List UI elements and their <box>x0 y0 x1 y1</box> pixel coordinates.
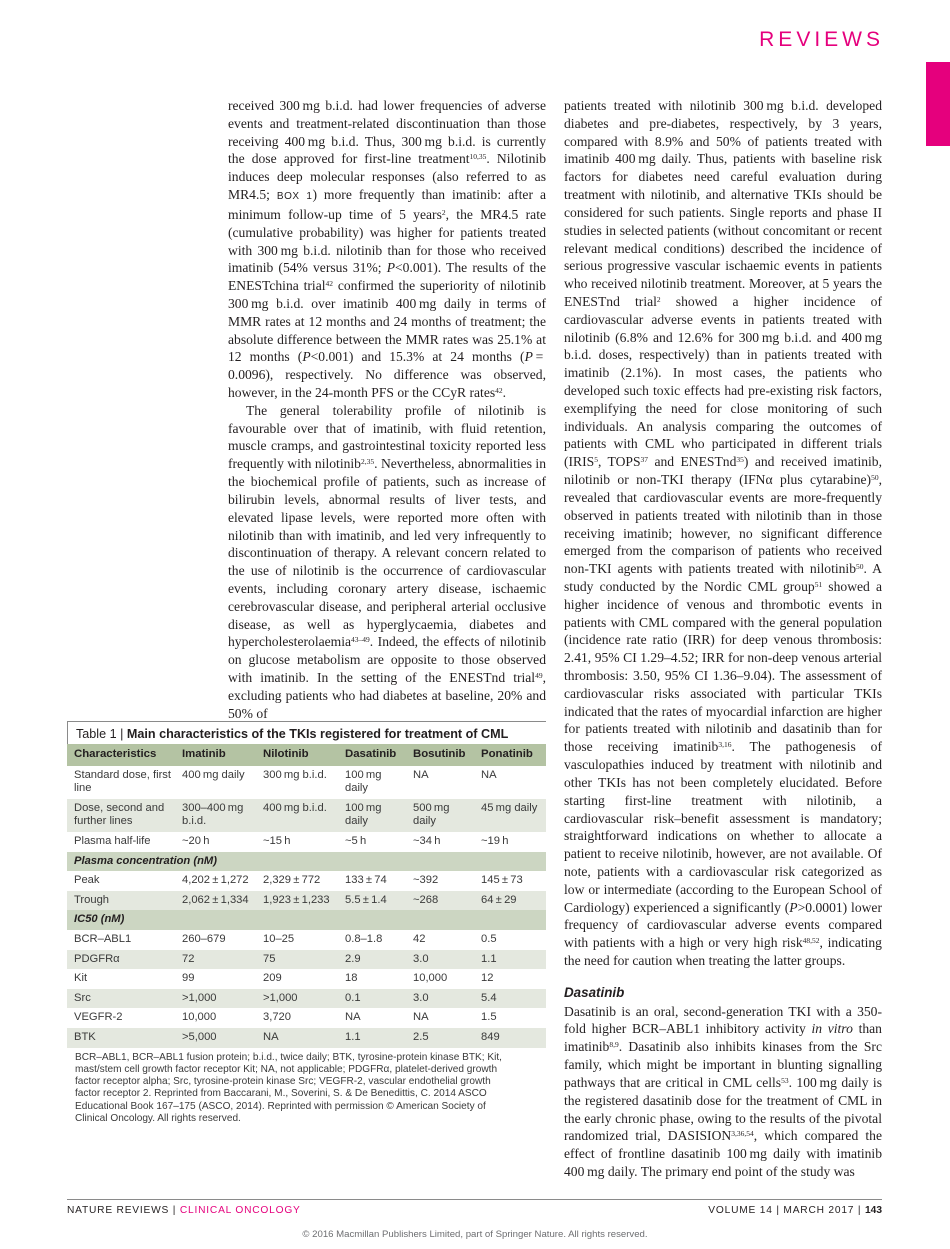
text-run: . Dasatinib also inhibits kinases from the Src family, which might be important in blunting signalling pathways that are critical in CML cells <box>564 1039 882 1090</box>
table-cell: 5.5 ± 1.4 <box>338 891 406 911</box>
paragraph <box>228 97 546 402</box>
citation-superscript: 10,35 <box>469 152 487 162</box>
column-header: Bosutinib <box>406 744 474 766</box>
text-run: P <box>302 349 311 365</box>
text-run: . 100 mg daily is the registered dasatinib dose for the treatment of CML in the early chronic phase, owing to the results of the pivotal randomized trial, DASISION <box>564 1074 882 1144</box>
text-run: MARCH 2017 <box>783 1205 855 1216</box>
text-run: ) and received imatinib, nilotinib or non-TKI therapy (IFNα plus cytarabine) <box>564 454 883 488</box>
table-cell: >5,000 <box>175 1028 256 1048</box>
table-cell: 1.5 <box>481 1011 497 1024</box>
text-run: , which compared the effect of frontline dasatinib 100 mg daily with imatinib 400 mg daily. The primary end point of the study was <box>564 1128 883 1179</box>
citation-superscript: 8,9 <box>609 1040 619 1050</box>
table-section-row <box>67 852 546 872</box>
table-cell: 400 mg daily <box>182 768 245 781</box>
table-cell: 849 <box>474 1028 546 1048</box>
subsection-heading: Dasatinib <box>564 984 625 1000</box>
text-run: | <box>120 727 124 741</box>
table-cell: 0.8–1.8 <box>345 932 383 945</box>
text-run: P <box>524 349 533 365</box>
table-cell: ~392 <box>413 874 439 887</box>
column-header: Dasatinib <box>338 744 406 766</box>
table-cell: 72 <box>175 950 256 970</box>
table-cell: 12 <box>481 972 494 985</box>
text-run: CLINICAL ONCOLOGY <box>179 1205 301 1216</box>
citation-superscript: 51 <box>814 579 823 589</box>
table-cell: ~20 h <box>182 834 210 847</box>
text-run: NATURE REVIEWS <box>67 1205 170 1216</box>
table-cell: BTK <box>67 1028 175 1048</box>
text-run: confirmed the superiority of nilotinib 300 mg b.i.d. over imatinib 400 mg daily in terms of MMR rates at 12 months and 24 months of treatment; the absolute difference between the MMR rates was 25.1% at 12 months ( <box>228 278 546 365</box>
table-cell: 133 ± 74 <box>345 874 387 887</box>
table-cell: ~268 <box>406 891 474 911</box>
table-cell: 10,000 <box>413 972 448 985</box>
copyright-notice: © 2016 Macmillan Publishers Limited, part of Springer Nature. All rights reserved. <box>302 1229 648 1240</box>
citation-superscript: 50 <box>871 473 879 483</box>
table-cell: 64 ± 29 <box>474 891 546 911</box>
section-color-tab <box>926 62 950 146</box>
table-cell: VEGFR-2 <box>74 1011 123 1024</box>
table-cell: ~34 h <box>413 834 441 847</box>
paragraph <box>228 402 546 723</box>
table-cell: 2,329 ± 772 <box>263 874 321 887</box>
table-cell: NA <box>413 1011 429 1024</box>
table-cell: 3.0 <box>406 950 474 970</box>
citation-superscript: 3,36,54 <box>731 1129 754 1139</box>
column-header: Ponatinib <box>474 744 546 766</box>
table-cell: BCR–ABL1 <box>74 932 132 945</box>
footer-divider <box>67 1199 882 1200</box>
text-run: patients treated with nilotinib 300 mg b.i.d. developed diabetes and pre-diabetes, respectively, by 3 years, compared with 8.9% and 50% of patients treated with imatinib 400 mg daily. Thus, patients with baseline risk factors for diabetes need careful evaluation during treatment with nilotinib, and alternative TKIs should be considered for such patients. Single reports and phase II studies in selected patients (without concomitant or recent relevant medical conditions) described the incidence of serious progressive vascular ischaemic events in patients who received nilotinib treatment. Moreover, at 5 years the ENESTnd trial <box>564 98 882 309</box>
table-cell: NA <box>413 768 429 781</box>
table-row <box>67 799 546 832</box>
table-cell: >1,000 <box>256 989 338 1009</box>
text-run: = 0.0096), respectively. No difference was observed, however, in the 24-month PFS or the CCyR rates <box>228 349 546 400</box>
citation-superscript: 42 <box>325 279 334 289</box>
text-run: The general tolerability profile of nilotinib is favourable over that of imatinib, with fluid retention, muscle cramps, and gastrointestinal toxicity reported less frequently with nilotinib <box>228 402 546 472</box>
paragraph <box>564 97 882 970</box>
text-run: , the MR4.5 rate (cumulative probability) was higher for patients treated with 300 mg b.i.d. nilotinib than for those who received imatinib (54% versus 31%; <box>228 206 547 276</box>
text-run: Dasatinib is an oral, second-generation TKI with a 350-fold higher BCR–ABL1 inhibitory activity <box>564 1003 882 1037</box>
citation-superscript: 2 <box>656 294 661 304</box>
table-cell: 10,000 <box>182 1011 217 1024</box>
text-run: <0.001). The results of the ENESTchina trial <box>228 260 546 294</box>
text-run: P <box>386 260 395 276</box>
table-row <box>67 989 546 1009</box>
table-cell: 400 mg b.i.d. <box>256 799 338 832</box>
text-run: , excluding patients who had diabetes at baseline, 20% and 50% of <box>228 670 546 721</box>
citation-superscript: 2 <box>441 207 446 217</box>
column-header: Characteristics <box>67 744 175 766</box>
column-header: Nilotinib <box>256 744 338 766</box>
paragraph <box>564 1003 882 1181</box>
table-cell: 300–400 mg b.i.d. <box>175 799 256 832</box>
table-row <box>67 950 546 970</box>
table-cell: Dose, second and further lines <box>67 799 175 832</box>
table-row <box>67 1008 546 1028</box>
table-cell: 45 mg daily <box>474 799 546 832</box>
text-run: , TOPS <box>597 454 641 470</box>
text-run: ) more frequently than imatinib: after a minimum follow-up time of 5 years <box>228 187 546 222</box>
text-run: . Nevertheless, abnormalities in the biochemical profile of patients, such as increase of bilirubin levels, abnormal results of liver tests, and elevated lipase levels, were reported more often with nilotinib than with imatinib, and led very infrequently to discontinuation of therapy. A relevant concern related to the use of nilotinib is the occurrence of cardiovascular events, including coronary artery disease, ischaemic cerebrovascular disease, and peripheral arterial occlusive disease, as well as hyperglycaemia, diabetes and hypercholesterolaemia <box>228 456 546 650</box>
table-cell: >1,000 <box>175 989 256 1009</box>
table-section-row <box>67 910 546 930</box>
text-run: P <box>789 899 798 915</box>
section-header: REVIEWS <box>759 28 884 51</box>
table-cell: 1.1 <box>474 950 546 970</box>
table-cell: 1,923 ± 1,233 <box>256 891 338 911</box>
text-run: received 300 mg b.i.d. had lower frequencies of adverse events and treatment-related discontinuation than those receiving 400 mg b.i.d. Thus, 300 mg b.i.d. is currently the dose approved for first-line treatment <box>228 98 546 167</box>
table-cell: 260–679 <box>182 932 226 945</box>
column-header: Imatinib <box>175 744 256 766</box>
text-run: than imatinib <box>564 1021 882 1055</box>
citation-superscript: 48,52 <box>802 936 820 946</box>
table-cell: NA <box>481 768 497 781</box>
table-cell: Peak <box>74 874 100 887</box>
text-run: | <box>776 1205 780 1216</box>
text-run: <0.001) and 15.3% at 24 months ( <box>310 349 525 365</box>
table-cell: 10–25 <box>263 932 295 945</box>
citation-superscript: 53 <box>781 1075 789 1085</box>
table-row <box>67 969 546 989</box>
text-run: Main characteristics of the TKIs registered for treatment of CML <box>126 727 509 741</box>
table-cell: 0.5 <box>481 932 497 945</box>
table-cell: NA <box>256 1028 338 1048</box>
table-cell: 3,720 <box>263 1011 291 1024</box>
table-row <box>67 1028 546 1048</box>
table-cell: 75 <box>256 950 338 970</box>
page-number: 143 <box>865 1205 882 1216</box>
table-cell: ~15 h <box>263 834 291 847</box>
citation-superscript: 50 <box>856 562 864 572</box>
citation-superscript: 3,16 <box>718 740 732 750</box>
table-cell: 145 ± 73 <box>481 874 523 887</box>
text-run: | <box>857 1205 862 1216</box>
footer-journal <box>67 1205 301 1216</box>
table-header-row <box>67 744 546 766</box>
table-cell: Src <box>67 989 175 1009</box>
table-cell: 500 mg daily <box>406 799 474 832</box>
text-run: VOLUME 14 <box>708 1205 773 1216</box>
footer-issue <box>708 1205 882 1216</box>
citation-superscript: 5 <box>594 455 598 465</box>
table-cell: 99 <box>182 972 195 985</box>
table-1 <box>67 721 546 1125</box>
text-column-2 <box>564 97 882 1181</box>
text-run: showed a higher incidence of venous and thrombotic events in patients with CML compared with the general population (incidence rate ratio (IRR) for deep venous thrombosis: 2.41, 95% CI 1.29–4.52; IRR for non-deep venous arterial thrombosis: 3.50, 95% CI 1.36–9.04). The assessment of cardiovascular risks associated with particular TKIs indicated that the rates of myocardial infarction are higher for patients treated with nilotinib and dasatinib than for those receiving imatinib <box>564 578 882 755</box>
table-cell: Standard dose, first line <box>74 768 172 795</box>
table-cell: 3.0 <box>406 989 474 1009</box>
table-footnote: BCR–ABL1, BCR–ABL1 fusion protein; b.i.d., twice daily; BTK, tyrosine-protein kinase BTK; Kit, mast/stem cell growth factor receptor Kit; NA, not applicable; PDGFRα, platelet-derived growth factor receptor alpha; Src, tyrosine-protein kinase Src; VEGFR-2, vascular endothelial growth factor receptor 2. Reprinted from Baccarani, M., Soverini, S. & De Benedittis, C. 2014 ASCO Educational Book 167–175 (ASCO, 2014). Reprinted with permission © American Society of Clinical Oncology. All rights reserved. <box>75 1051 502 1124</box>
table-cell: 42 <box>413 932 426 945</box>
box-reference-link[interactable]: BOX 1 <box>276 191 313 203</box>
table-row <box>67 871 546 891</box>
table-cell: 209 <box>263 972 282 985</box>
text-run: showed a higher incidence of cardiovascular adverse events in patients treated with nilotinib (6.8% and 12.6% for 300 mg b.i.d. and 400 mg b.i.d. doses, respectively) than in patients treated with imatinib (2.1%). In most cases, the patients who developed such toxic effects had pre-existing risk factors, exemplifying the need for close monitoring of such individuals. An analysis comparing the outcomes of patients with CML who participated in different trials (IRIS <box>564 293 883 470</box>
citation-superscript: 2,35 <box>360 457 375 467</box>
table-cell: PDGFRα <box>67 950 175 970</box>
table-row <box>67 832 546 852</box>
text-run: , revealed that cardiovascular events are more-frequently observed in patients treated with nilotinib than in those receiving imatinib; however, no significant difference emerged from the comparison of patients who received non-TKI agents with patients treated with nilotinib <box>564 472 882 577</box>
text-run: Table 1 <box>76 727 117 741</box>
text-run: . Indeed, the effects of nilotinib on glucose metabolism are opposite to those observed with imatinib. In the setting of the ENESTnd trial <box>228 634 546 685</box>
table-cell: 300 mg b.i.d. <box>263 768 327 781</box>
table-title <box>67 721 546 744</box>
text-run: , indicating the need for caution when treating the latter groups. <box>564 935 882 968</box>
text-run: . The pathogenesis of vasculopathies induced by treatment with nilotinib and other TKIs has not been completely elucidated. Before starting first-line treatment with nilotinib, a cardiovascular risk–benefit assessment is mandatory; straightforward indications on whether to allocate a patient to receive nilotinib, however, are not available. Of note, patients with a cardiovascular risk categorized as low or intermediate (according to the European School of Cardiology) experienced a significantly ( <box>564 739 882 915</box>
text-run: . <box>502 385 507 400</box>
table-cell: 2.5 <box>406 1028 474 1048</box>
text-run: and ENESTnd <box>648 454 737 470</box>
text-run: . Nilotinib induces deep molecular responses (also referred to as MR4.5; <box>228 151 547 203</box>
table-cell: 5.4 <box>474 989 546 1009</box>
table-cell: Trough <box>67 891 175 911</box>
table-cell: 18 <box>345 972 358 985</box>
table-cell: 100 mg daily <box>345 768 382 795</box>
table-row <box>67 891 546 911</box>
table-cell: Kit <box>74 972 88 985</box>
table-row <box>67 766 546 799</box>
table-cell: 2.9 <box>338 950 406 970</box>
table-cell: 1.1 <box>338 1028 406 1048</box>
text-run: >0.0001) lower frequency of cardiovascular adverse events compared with patients with a high or very high risk <box>564 899 882 951</box>
text-run: | <box>172 1205 177 1216</box>
tki-characteristics-table <box>67 744 546 1048</box>
table-cell: IC50 (nM) <box>67 910 546 930</box>
citation-superscript: 37 <box>640 455 649 465</box>
table-cell: Plasma concentration (nM) <box>67 852 546 872</box>
table-cell: ~5 h <box>345 834 367 847</box>
table-cell: NA <box>345 1011 361 1024</box>
table-cell: 0.1 <box>338 989 406 1009</box>
text-column-1 <box>228 97 546 722</box>
citation-superscript: 42 <box>495 386 503 395</box>
table-cell: 100 mg daily <box>338 799 406 832</box>
table-row <box>67 930 546 950</box>
table-cell: ~19 h <box>481 834 509 847</box>
citation-superscript: 35 <box>736 455 744 465</box>
text-run: in vitro <box>811 1021 853 1037</box>
citation-superscript: 43–49 <box>351 635 370 645</box>
citation-superscript: 49 <box>535 671 543 680</box>
text-run: . A study conducted by the Nordic CML group <box>564 561 882 594</box>
table-cell: Plasma half-life <box>74 834 151 847</box>
table-cell: 2,062 ± 1,334 <box>175 891 256 911</box>
table-cell: 4,202 ± 1,272 <box>182 874 249 887</box>
